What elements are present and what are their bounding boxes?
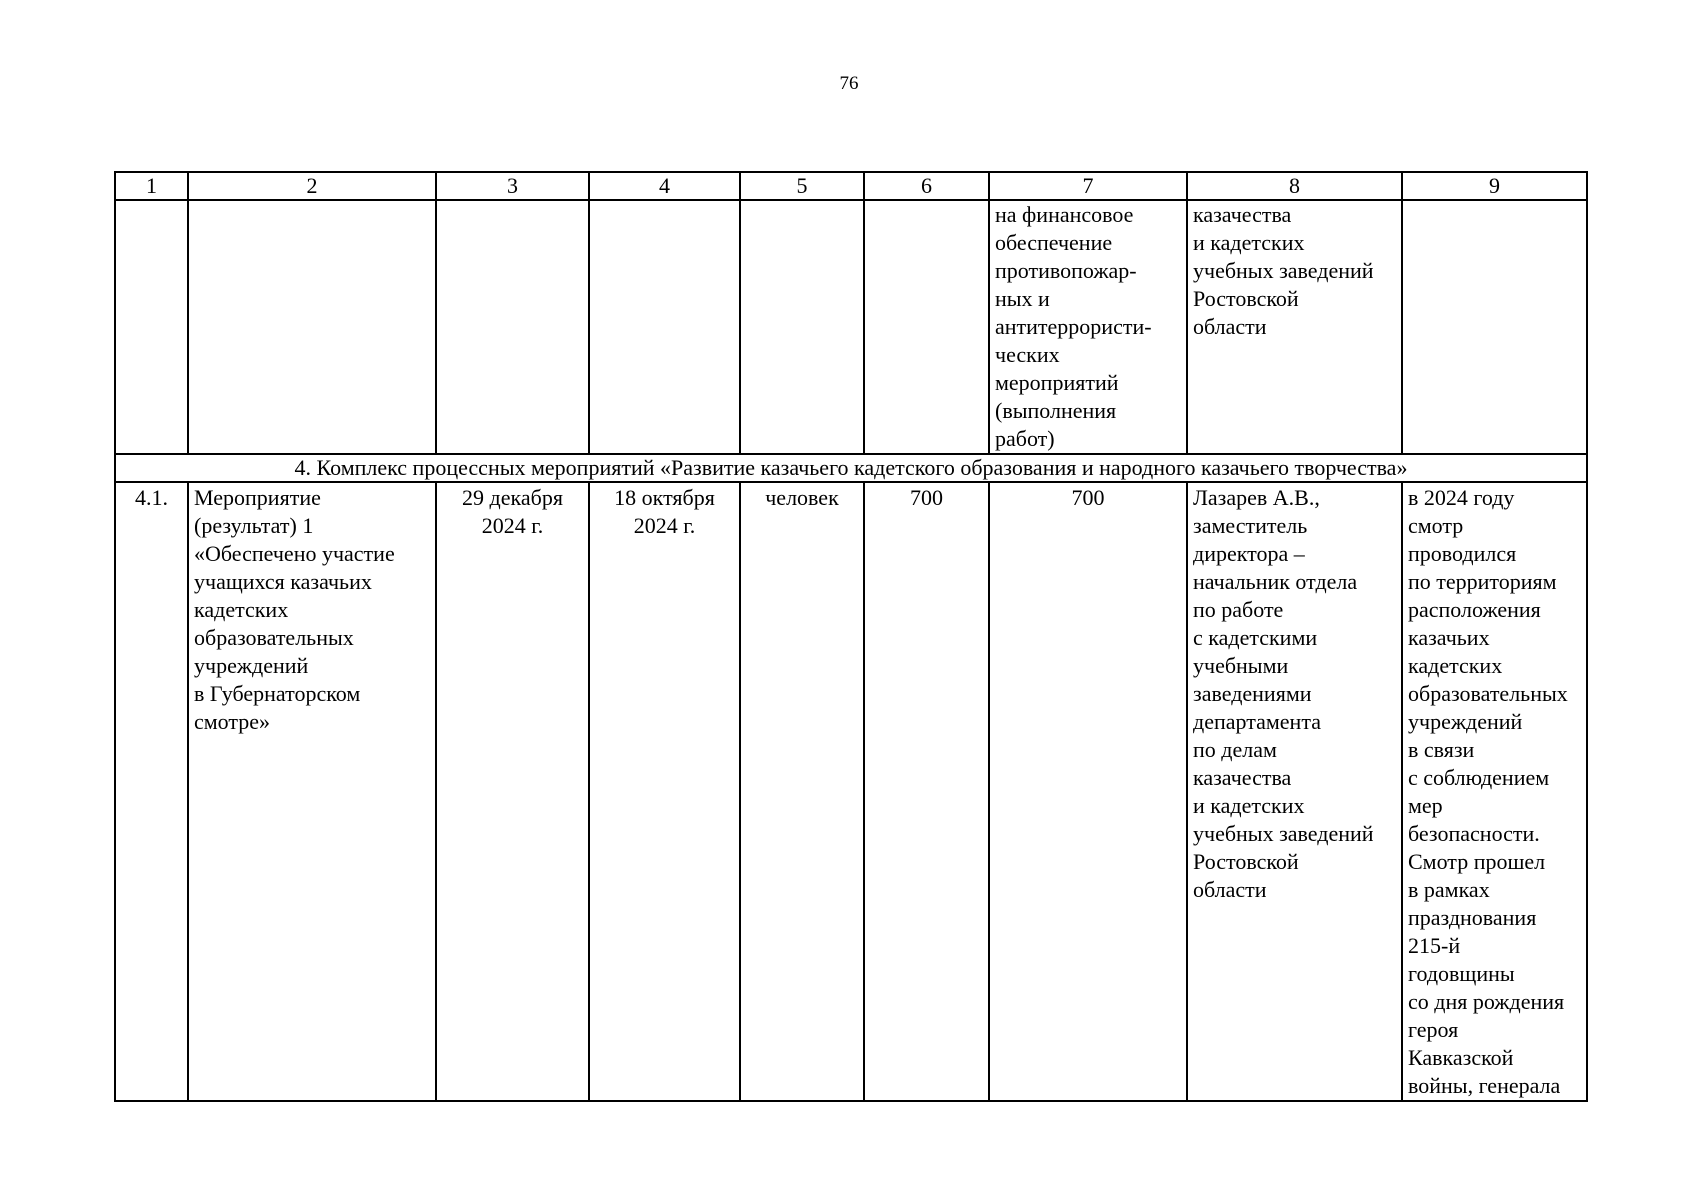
cont-cell-8-department-text: казачества и кадетских учебных заведений Ростовской области	[1187, 200, 1402, 454]
responsible-person: Лазарев А.В., заместитель директора – начальник отдела по работе с кадетскими учебными заведениями департамента по делам казачества и кадетских учебных заведений Ростовской области	[1187, 482, 1402, 1101]
unit: человек	[740, 482, 864, 1101]
cont-cell-6	[864, 200, 989, 454]
cont-cell-5	[740, 200, 864, 454]
comment: в 2024 году смотр проводился по территориям расположения казачьих кадетских образовательных учреждений в связи с соблюдением мер безопасности. Смотр прошел в рамках празднования 215-й годовщины со дня рождения героя Кавказской войны, генерала	[1402, 482, 1587, 1101]
column-number-6: 6	[864, 172, 989, 200]
continuation-row	[115, 200, 1587, 454]
section-row	[115, 454, 1587, 482]
column-number-3: 3	[436, 172, 589, 200]
column-number-row	[115, 172, 1587, 200]
cont-cell-2	[188, 200, 436, 454]
column-number-7: 7	[989, 172, 1187, 200]
planned-date: 29 декабря 2024 г.	[436, 482, 589, 1101]
section-title: 4. Комплекс процессных мероприятий «Развитие казачьего кадетского образования и народного казачьего творчества»	[115, 454, 1587, 482]
page-number: 76	[839, 73, 859, 94]
event-name: Мероприятие (результат) 1 «Обеспечено участие учащихся казачьих кадетских образовательных учреждений в Губернаторском смотре»	[188, 482, 436, 1101]
table-row-4-1	[115, 482, 1587, 1101]
column-number-4: 4	[589, 172, 740, 200]
cont-cell-1	[115, 200, 188, 454]
actual-date: 18 октября 2024 г.	[589, 482, 740, 1101]
column-number-2: 2	[188, 172, 436, 200]
column-number-5: 5	[740, 172, 864, 200]
column-number-8: 8	[1187, 172, 1402, 200]
planned-value: 700	[864, 482, 989, 1101]
cont-cell-4	[589, 200, 740, 454]
column-number-9: 9	[1402, 172, 1587, 200]
cont-cell-3	[436, 200, 589, 454]
cont-cell-9	[1402, 200, 1587, 454]
report-table	[114, 171, 1588, 1102]
actual-value: 700	[989, 482, 1187, 1101]
column-number-1: 1	[115, 172, 188, 200]
row-number: 4.1.	[115, 482, 188, 1101]
cont-cell-7-funding-text: на финансовое обеспечение противопожар- ных и антитеррористи- ческих мероприятий (выполнения работ)	[989, 200, 1187, 454]
